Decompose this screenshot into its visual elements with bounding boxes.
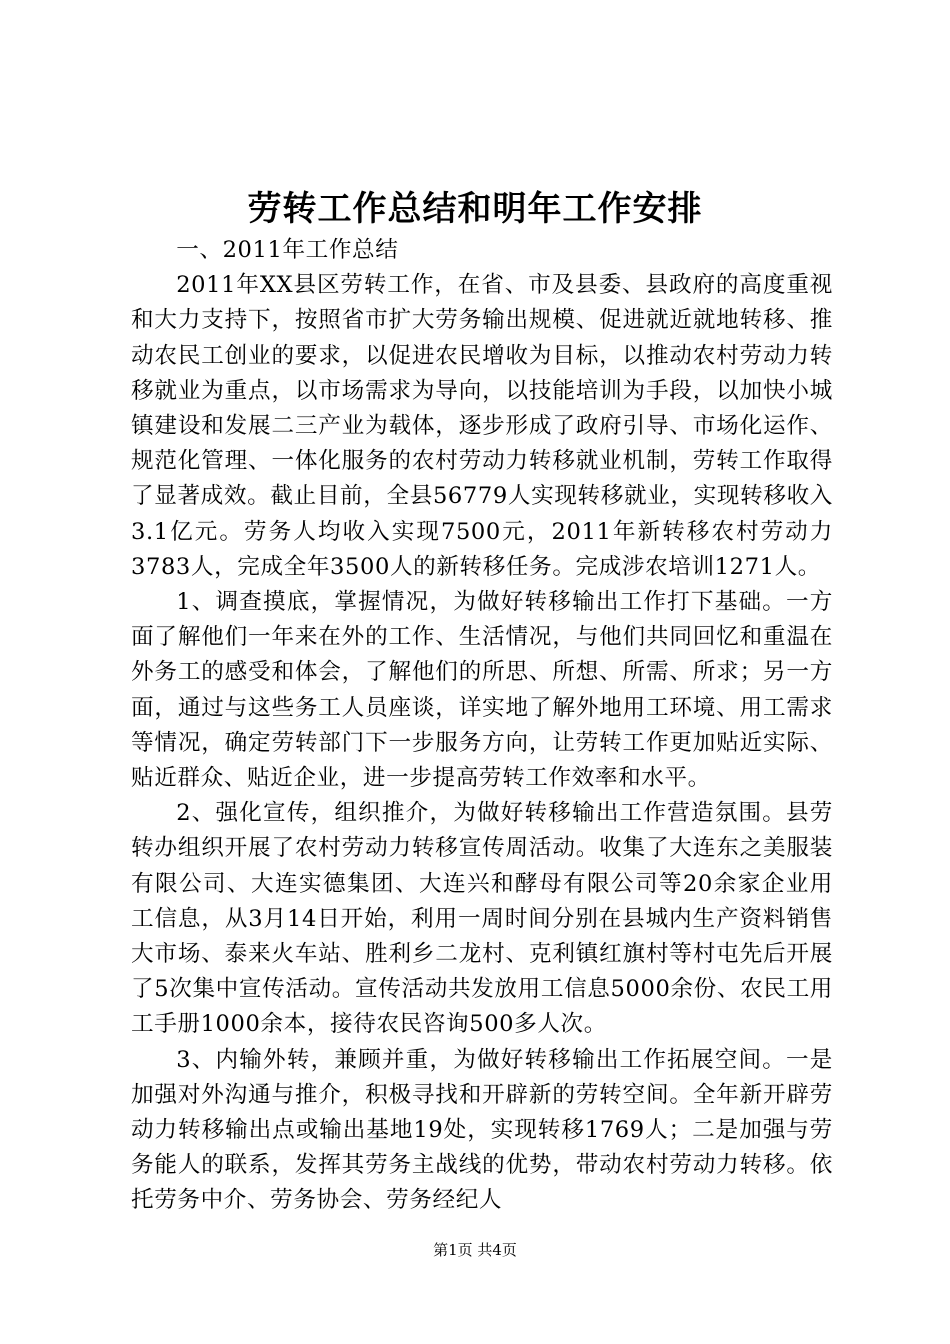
document-body	[131, 233, 833, 1219]
item-3-paragraph: 3、内输外转，兼顾并重，为做好转移输出工作拓展空间。一是加强对外沟通与推介，积极寻找和开辟新的劳转空间。全年新开辟劳动力转移输出点或输出基地19处，实现转移1769人；二是加强与劳务能人的联系，发挥其劳务主战线的优势，带动农村劳动力转移。依托劳务中介、劳务协会、劳务经纪人	[131, 1046, 833, 1214]
item-1-paragraph: 1、调查摸底，掌握情况，为做好转移输出工作打下基础。一方面了解他们一年来在外的工作、生活情况，与他们共同回忆和重温在外务工的感受和体会，了解他们的所思、所想、所需、所求；另一方面，通过与这些务工人员座谈，详实地了解外地用工环境、用工需求等情况，确定劳转部门下一步服务方向，让劳转工作更加贴近实际、贴近群众、贴近企业，进一步提高劳转工作效率和水平。	[131, 589, 833, 792]
section-heading: 一、2011年工作总结	[176, 237, 399, 263]
document-title: 劳转工作总结和明年工作安排	[247, 189, 703, 229]
summary-paragraph: 2011年XX县区劳转工作，在省、市及县委、县政府的高度重视和大力支持下，按照省市扩大劳务输出规模、促进就近就地转移、推动农民工创业的要求，以促进农民增收为目标，以推动农村劳动力转移就业为重点，以市场需求为导向，以技能培训为手段，以加快小城镇建设和发展二三产业为载体，逐步形成了政府引导、市场化运作、规范化管理、一体化服务的农村劳动力转移就业机制，劳转工作取得了显著成效。截止目前，全县56779人实现转移就业，实现转移收入3.1亿元。劳务人均收入实现7500元，2011年新转移农村劳动力3783人，完成全年3500人的新转移任务。完成涉农培训1271人。	[131, 272, 833, 580]
item-2-paragraph: 2、强化宣传，组织推介，为做好转移输出工作营造氛围。县劳转办组织开展了农村劳动力转移宣传周活动。收集了大连东之美服装有限公司、大连实德集团、大连兴和酵母有限公司等20余家企业用工信息，从3月14日开始，利用一周时间分别在县城内生产资料销售大市场、泰来火车站、胜利乡二龙村、克利镇红旗村等村屯先后开展了5次集中宣传活动。宣传活动共发放用工信息5000余份、农民工用工手册1000余本，接待农民咨询500多人次。	[131, 800, 833, 1038]
page-number-footer: 第1页 共4页	[433, 1241, 517, 1259]
